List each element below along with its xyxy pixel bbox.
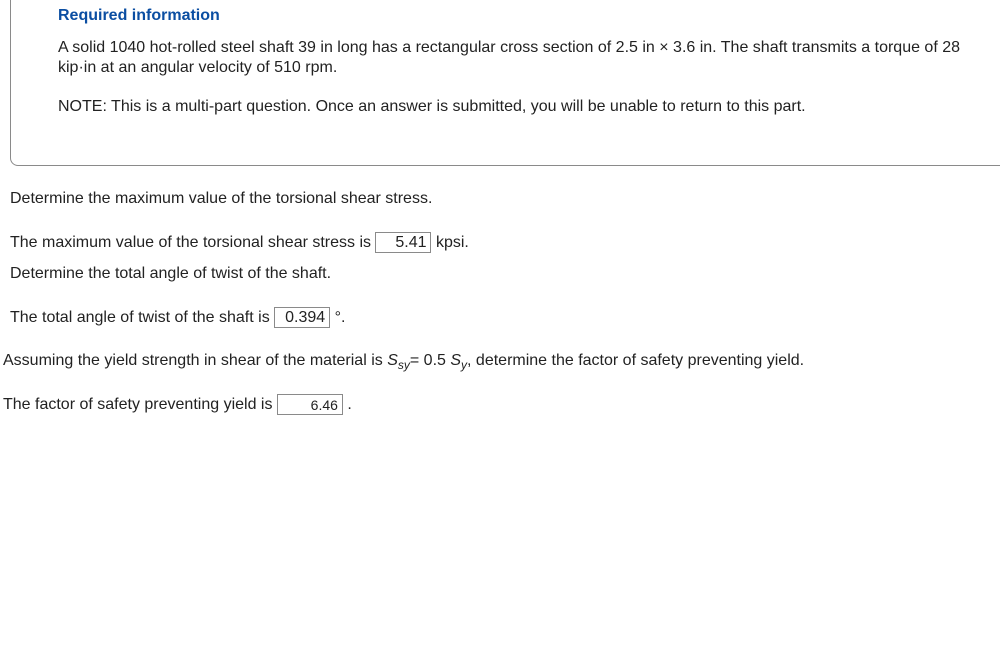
problem-statement: A solid 1040 hot-rolled steel shaft 39 in long has a rectangular cross section of 2.5 in × 3.6 in. The shaft transmits a torque of 28 kip·in at an angular velocity of 510 rpm. — [58, 39, 961, 76]
ssy-symbol: $S_{sy}$ — [387, 352, 410, 373]
factor-of-safety-answer-field[interactable]: 6.46 — [277, 394, 343, 415]
part1-prompt: Determine the maximum value of the torsional shear stress. — [10, 190, 433, 207]
part3-answer-label: The factor of safety preventing yield is — [3, 396, 273, 413]
part1-answer-line — [10, 232, 469, 254]
part2-answer-label: The total angle of twist of the shaft is — [10, 309, 270, 326]
torsional-shear-stress-answer-field[interactable]: 5.41 — [375, 232, 431, 253]
multi-part-note: NOTE: This is a multi-part question. Once an answer is submitted, you will be unable to return to this part. — [58, 98, 806, 115]
part3-prompt — [3, 350, 804, 376]
yield-relation: = 0.5 — [409, 352, 446, 369]
part1-answer-label: The maximum value of the torsional shear stress is — [10, 234, 372, 251]
sy-symbol: $S_y$ — [450, 352, 468, 373]
part2-prompt: Determine the total angle of twist of the shaft. — [10, 265, 332, 282]
part3-prompt-before: Assuming the yield strength in shear of the material is — [3, 352, 383, 369]
angle-of-twist-answer-field[interactable]: 0.394 — [274, 307, 330, 328]
part2-unit: °. — [334, 309, 346, 326]
part3-prompt-after: , determine the factor of safety preventing yield. — [467, 352, 805, 369]
part3-answer-line — [3, 394, 352, 416]
part1-unit: kpsi. — [435, 234, 469, 251]
part2-answer-line — [10, 307, 345, 329]
required-information-title: Required information — [58, 7, 220, 24]
part3-unit: . — [347, 396, 352, 413]
